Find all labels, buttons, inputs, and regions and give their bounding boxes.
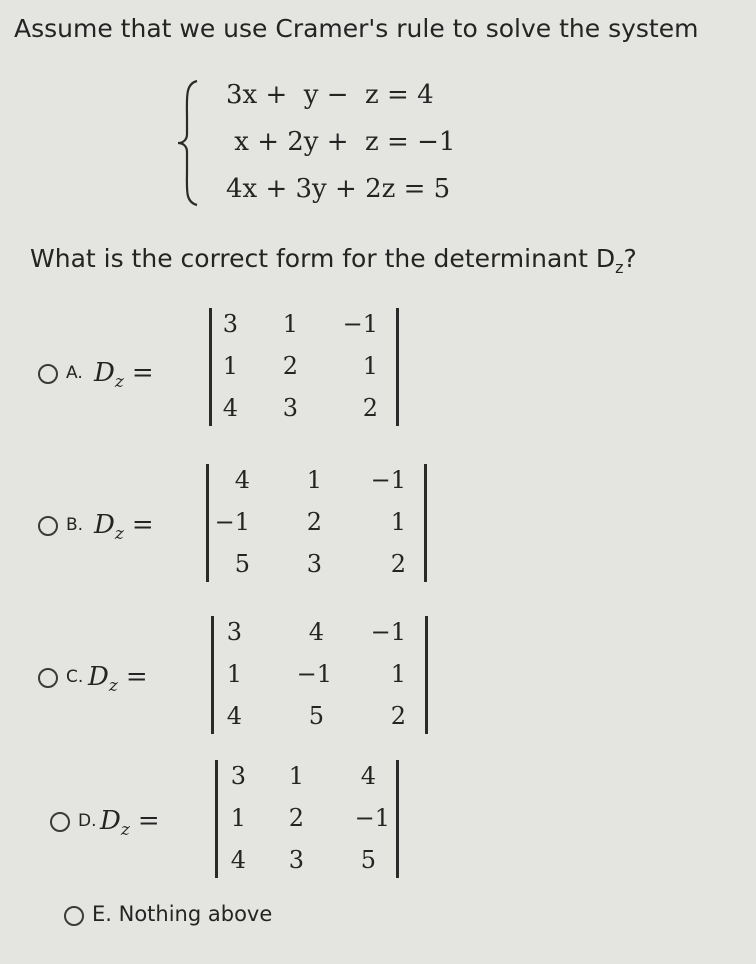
matrix-cell: 1 (390, 508, 406, 536)
matrix-cell: 3 (230, 762, 246, 790)
matrix-cell: 2 (282, 352, 298, 380)
matrix-cell: 1 (226, 660, 242, 688)
prompt-end: ? (623, 244, 637, 273)
matrix-cell: 2 (306, 508, 322, 536)
matrix-cell: 4 (234, 466, 250, 494)
option-d-radio[interactable] (50, 812, 70, 832)
matrix-cell: −1 (342, 310, 378, 338)
option-b-lhs: $D_z$ = (94, 510, 154, 545)
option-c-lhs: $D_z$ = (88, 662, 148, 697)
matrix-cell: −1 (370, 466, 406, 494)
matrix-cell: 5 (360, 846, 376, 874)
option-b-radio[interactable] (38, 516, 58, 536)
option-a-letter: A. (66, 363, 83, 383)
matrix-cell: 3 (288, 846, 304, 874)
matrix-cell: 1 (306, 466, 322, 494)
matrix-cell: 5 (308, 702, 324, 730)
prompt-subscript: z (615, 258, 624, 277)
option-d-lhs: $D_z$ = (100, 806, 160, 841)
option-c-right-bar (425, 616, 428, 734)
option-c-radio[interactable] (38, 668, 58, 688)
matrix-cell: 4 (222, 394, 238, 422)
option-d-right-bar (396, 760, 399, 878)
question-intro: Assume that we use Cramer's rule to solve the system (14, 14, 699, 43)
equation-1: 3x + y − z = 4 (226, 80, 434, 110)
matrix-cell: −1 (214, 508, 250, 536)
matrix-cell: 5 (234, 550, 250, 578)
matrix-cell: 4 (230, 846, 246, 874)
option-e-label: E. Nothing above (92, 902, 273, 926)
option-c-letter: C. (66, 667, 84, 687)
equation-3: 4x + 3y + 2z = 5 (226, 174, 451, 204)
matrix-cell: 2 (362, 394, 378, 422)
option-b-letter: B. (66, 515, 84, 535)
prompt-text: What is the correct form for the determinant D (30, 244, 616, 273)
matrix-cell: 4 (360, 762, 376, 790)
option-b-right-bar (424, 464, 427, 582)
matrix-cell: 4 (308, 618, 324, 646)
matrix-cell: −1 (296, 660, 332, 688)
matrix-cell: 2 (288, 804, 304, 832)
matrix-cell: 1 (390, 660, 406, 688)
matrix-cell: 2 (390, 702, 406, 730)
matrix-cell: 1 (362, 352, 378, 380)
option-a-right-bar (396, 308, 399, 426)
equation-2: x + 2y + z = −1 (226, 127, 456, 157)
question-prompt (30, 244, 637, 277)
option-b-left-bar (206, 464, 209, 582)
matrix-cell: 3 (226, 618, 242, 646)
matrix-cell: 1 (230, 804, 246, 832)
matrix-cell: 1 (288, 762, 304, 790)
matrix-cell: 2 (390, 550, 406, 578)
option-a-radio[interactable] (38, 364, 58, 384)
matrix-cell: −1 (370, 618, 406, 646)
matrix-cell: 4 (226, 702, 242, 730)
option-a-lhs: $D_z$ = (94, 358, 154, 393)
matrix-cell: 1 (222, 352, 238, 380)
matrix-cell: 3 (282, 394, 298, 422)
left-brace-icon (175, 78, 201, 208)
matrix-cell: −1 (354, 804, 390, 832)
option-d-letter: D. (78, 811, 97, 831)
matrix-cell: 3 (222, 310, 238, 338)
matrix-cell: 3 (306, 550, 322, 578)
matrix-cell: 1 (282, 310, 298, 338)
option-e-radio[interactable] (64, 906, 84, 926)
